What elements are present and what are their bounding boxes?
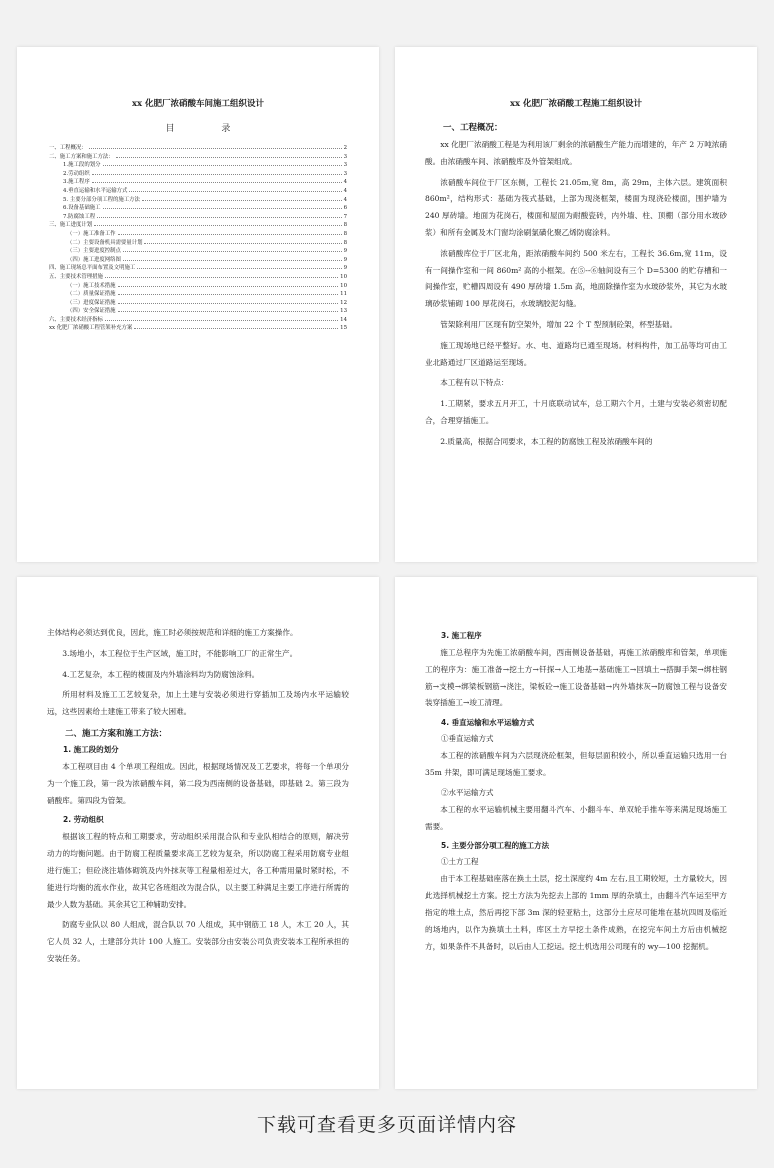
toc-leader-dots (118, 290, 339, 295)
subsection-heading: 4. 垂直运输和水平运输方式 (441, 718, 535, 728)
toc-leader-dots (144, 239, 341, 244)
subsection-heading: 2. 劳动组织 (63, 815, 104, 825)
toc-heading: 目 录 (165, 124, 253, 134)
subsection-heading: 1. 施工段的划分 (63, 744, 119, 754)
subsection-heading: ①垂直运输方式 (441, 734, 494, 744)
toc-entry[interactable] (49, 247, 347, 256)
toc-entry-title: 四、施工现场总平面布置及文明施工 (49, 265, 136, 272)
toc-list (49, 144, 347, 333)
document-page-2 (395, 47, 757, 562)
toc-page-number: 4 (343, 179, 347, 186)
toc-page-number: 14 (340, 316, 347, 323)
body-paragraph: 4.工艺复杂，本工程的楼面及内外墙涂料均为防腐蚀涂料。 (62, 669, 260, 679)
body-paragraph: 管架除利用厂区现有防空架外，增加 22 个 T 型预制砼架，杯型基础。 (440, 319, 678, 329)
toc-page-number: 3 (343, 153, 347, 160)
toc-leader-dots (103, 204, 342, 209)
body-paragraph: 3.场地小，本工程位于生产区域，施工时，不能影响工厂的正常生产。 (62, 648, 298, 658)
toc-page-number: 9 (343, 248, 347, 255)
subsection-heading: 5. 主要分部分项工程的施工方法 (441, 841, 550, 851)
toc-leader-dots (134, 324, 338, 329)
toc-entry-title: （四）安全保证措施 (67, 308, 116, 315)
subsection-heading: 3. 施工程序 (441, 631, 482, 640)
toc-leader-dots (97, 213, 341, 218)
toc-entry[interactable] (49, 324, 347, 333)
paragraph-group (47, 759, 349, 809)
toc-entry[interactable] (49, 221, 347, 230)
body-paragraph: 主体结构必须达到优良，因此，施工时必须按规范和详细的施工方案操作。 (47, 628, 298, 637)
toc-page-number: 4 (343, 196, 347, 203)
toc-entry-title: 五、主要技术管理措施 (49, 273, 103, 280)
toc-page-number: 10 (340, 282, 347, 289)
body-paragraph: 本工程项目由 4 个单项工程组成。因此，根据现场情况及工艺要求，将每一个单项分为一个施工段，第一段为浓硝酸车间，第二段为西南侧的设备基础，即基础 2。第三段为硝酸库。第四段为管架。 (47, 761, 349, 805)
toc-entry[interactable] (49, 239, 347, 248)
toc-entry-title: （三）进度保证措施 (67, 299, 116, 306)
document-page-3 (17, 577, 379, 1089)
body-paragraph: 施工现场地已经平整好。水、电、道路均已通至现场。材料构件，加工品等均可由工业北路通过厂区道路运至现场。 (425, 340, 727, 367)
toc-entry-title: 4.垂直运输和水平运输方式 (63, 187, 128, 194)
paragraph-group (47, 625, 349, 721)
toc-entry-title: 二、施工方案和施工方法： (49, 153, 114, 160)
toc-leader-dots (118, 299, 339, 304)
toc-leader-dots (89, 144, 342, 149)
toc-leader-dots (123, 247, 342, 252)
toc-entry[interactable] (49, 299, 347, 308)
toc-entry[interactable] (49, 187, 347, 196)
toc-entry[interactable] (49, 282, 347, 291)
section-heading: 一、工程概况： (443, 123, 503, 133)
paragraph-group (425, 645, 727, 712)
toc-entry-title: （四）施工进度网络图 (67, 256, 121, 263)
toc-entry-title: 三、施工进度计划 (49, 222, 93, 229)
body-paragraph: 浓硝酸车间位于厂区东侧，工程长 21.05m,宽 8m，高 29m，主体六层。建筑面积 860m²，结构形式：基础为筏式基础，上部为现浇框架，楼面为现浇砼楼面，围护墙为 240 厚砖墙。地面为花岗石，楼面和屋面为耐酸瓷砖，内外墙、柱、顶棚（部分用水玻砂浆）和所有金属及木门窗均涂刷氯磺化聚乙烯防腐涂料。 (425, 177, 727, 237)
toc-entry[interactable] (49, 170, 347, 179)
toc-page-number: 9 (343, 265, 347, 272)
toc-page-number: 6 (343, 205, 347, 212)
toc-leader-dots (94, 221, 341, 226)
body-paragraph: 本工程有以下特点： (440, 378, 509, 388)
toc-entry[interactable] (49, 213, 347, 222)
paragraph-group (425, 748, 727, 782)
document-page-4 (395, 577, 757, 1089)
body-paragraph: 2.质量高，根据合同要求，本工程的防腐蚀工程及浓硝酸车间的 (440, 436, 653, 446)
toc-entry[interactable] (49, 144, 347, 153)
page-title: xx 化肥厂浓硝酸工程施工组织设计 (509, 99, 643, 109)
toc-page-number: 8 (343, 222, 347, 229)
toc-entry-title: （二）主要设备机具需要量计划 (67, 239, 143, 246)
toc-page-number: 3 (343, 162, 347, 169)
toc-entry[interactable] (49, 264, 347, 273)
toc-leader-dots (118, 230, 342, 235)
toc-entry-title: 一、工程概况： (49, 145, 87, 151)
toc-page-number: 12 (340, 299, 347, 306)
body-paragraph: 浓硝酸库位于厂区北角，距浓硝酸车间约 500 米左右，工程长 36.6m,宽 11m，设有一间操作室和一间 860m² 高的小框架。在⑤--⑥轴间设有三个 D=5300 的贮存槽和一间操作室，贮槽四周设有 490 厚砖墙 1.5m 高，地面除操作室为水玻砂浆外，其它为水玻璃砂浆铺砌 100 厚花岗石，水玻璃胶泥勾缝。 (425, 248, 727, 309)
toc-page-number: 10 (340, 273, 347, 280)
toc-entry-title: （一）施工准备工作 (67, 230, 116, 237)
paragraph-group (47, 829, 349, 967)
toc-page-number: 11 (340, 291, 347, 298)
section-heading: 二、施工方案和施工方法： (65, 728, 168, 739)
toc-entry-title: （二）质量保证措施 (67, 291, 116, 298)
toc-entry-title: 5. 主要分部分项工程的施工方法 (63, 196, 140, 203)
page-title: xx 化肥厂浓硝酸车间施工组织设计 (131, 99, 265, 109)
toc-entry[interactable] (49, 178, 347, 187)
toc-page-number: 9 (343, 256, 347, 263)
toc-entry-title: xx 化肥厂浓硝酸工程管架补充方案 (49, 325, 133, 332)
toc-page-number: 3 (343, 170, 347, 177)
toc-entry-title: 6.设备基础施工 (63, 205, 101, 212)
download-more-banner[interactable]: 下载可查看更多页面详情内容 (256, 1114, 517, 1136)
toc-entry[interactable] (49, 230, 347, 239)
body-paragraph: 防腐专业队以 80 人组成，混合队以 70 人组成，其中钢筋工 18 人，木工 20 人，其它人员 32 人，土建部分共计 100 人施工。安装部分由安装公司负责安装本工程所承担的安装任务。 (47, 920, 349, 963)
toc-leader-dots (129, 187, 341, 192)
subsection-heading: ①土方工程 (441, 857, 479, 867)
toc-entry-title: （三）主要进度控制点 (67, 248, 121, 255)
toc-leader-dots (137, 264, 341, 269)
toc-entry[interactable] (49, 256, 347, 265)
body-paragraph: 施工总程序为先施工浓硝酸车间，西南侧设备基础，再施工浓硝酸库和管架，单项施工的程序为：施工准备→挖土方→钎探→人工地基→基础施工→回填土→搭脚手架→绑柱钢筋→支模→绑梁板钢筋→浇注，梁板砼→施工设备基础→内外墙抹灰→防腐蚀工程与设备安装穿插施工→竣工清理。 (425, 648, 727, 708)
body-paragraph: 1.工期紧，要求五月开工，十月底联动试车，总工期六个月，土建与安装必须密切配合，合理穿插施工。 (425, 399, 727, 425)
toc-leader-dots (123, 256, 342, 261)
body-paragraph: 由于本工程基础座落在换土土层，挖土深度约 4m 左右,且工期较短，土方量较大，因此选择机械挖土方案。挖土方法为先挖去上部的 1mm 厚的杂填土，由翻斗汽车运至甲方指定的堆土点，然后再挖下部 3m 深的轻亚粘土，这部分土应尽可能堆在基坑四周及临近的场地内，以作为换填土土料，库区土方早挖土条件成熟，在挖完车间土方后由机械挖方，如果条件不具备时，以后由人工挖运。挖土机选用公司现有的 wy—100 挖掘机。 (425, 874, 727, 951)
toc-entry[interactable] (49, 196, 347, 205)
toc-entry[interactable] (49, 161, 347, 170)
toc-leader-dots (92, 178, 342, 183)
toc-page-number: 2 (343, 145, 347, 151)
body-paragraph: 所用材料及施工工艺较复杂，加上土建与安装必须进行穿插加工及场内水平运输较远，这些因素给土建施工带来了较大困难。 (47, 690, 349, 717)
body-paragraph: 本工程的水平运输机械主要用翻斗汽车、小翻斗车、单双轮手推车等来满足现场施工需要。 (425, 804, 727, 831)
toc-page-number: 8 (343, 230, 347, 237)
toc-leader-dots (118, 307, 339, 312)
toc-page-number: 15 (340, 325, 347, 332)
toc-entry-title: 六、主要技术经济指标 (49, 316, 103, 323)
toc-entry[interactable] (49, 316, 347, 325)
toc-entry-title: 7.防腐蚀工程 (63, 213, 96, 220)
toc-page-number: 8 (343, 239, 347, 246)
toc-entry[interactable] (49, 307, 347, 316)
toc-entry[interactable] (49, 273, 347, 282)
toc-entry-title: 3.施工程序 (63, 179, 90, 186)
subsection-heading: ②水平运输方式 (441, 787, 494, 797)
toc-leader-dots (92, 170, 342, 175)
toc-leader-dots (105, 273, 338, 278)
toc-leader-dots (105, 316, 338, 321)
toc-leader-dots (116, 153, 342, 158)
document-page-1 (17, 47, 379, 562)
body-paragraph: xx 化肥厂浓硝酸工程是为利用该厂剩余的浓硝酸生产能力而增建的，年产 2 万吨浓硝酸。由浓硝酸车间、浓硝酸库及外管架组成。 (425, 140, 727, 166)
toc-page-number: 4 (343, 187, 347, 194)
toc-entry-title: 2.劳动组织 (63, 170, 90, 177)
toc-leader-dots (118, 282, 339, 287)
body-paragraph: 本工程的浓硝酸车间为六层现浇砼框架，但每层面积较小，所以垂直运输只选用一台 35m 井架，即可满足现场施工要求。 (425, 751, 727, 777)
paragraph-group (425, 802, 727, 836)
paragraph-group (425, 137, 727, 451)
toc-entry-title: （一）施工技术措施 (67, 282, 116, 289)
toc-leader-dots (103, 161, 342, 166)
toc-entry[interactable] (49, 204, 347, 213)
paragraph-group (425, 871, 727, 955)
body-paragraph: 根据该工程的特点和工期要求，劳动组织采用混合队和专业队相结合的原则，解决劳动力的均衡问题。由于防腐工程质量要求高工艺较为复杂，所以防腐工程采用防腐专业组进行施工；但砼浇注墙体砌筑及内外抹灰等工程量相差过大，各工种需用量时紧时松，不能进行均衡的流水作业，故其它各班组改为混合队，以主要工种满足主要工序进行所需的最少人数为基础。其余其它工种辅助安排。 (47, 832, 349, 909)
toc-entry[interactable] (49, 153, 347, 162)
toc-entry[interactable] (49, 290, 347, 299)
toc-leader-dots (142, 196, 342, 201)
toc-page-number: 13 (340, 308, 347, 315)
toc-page-number: 7 (343, 213, 347, 220)
toc-entry-title: 1.施工段的划分 (63, 162, 101, 169)
